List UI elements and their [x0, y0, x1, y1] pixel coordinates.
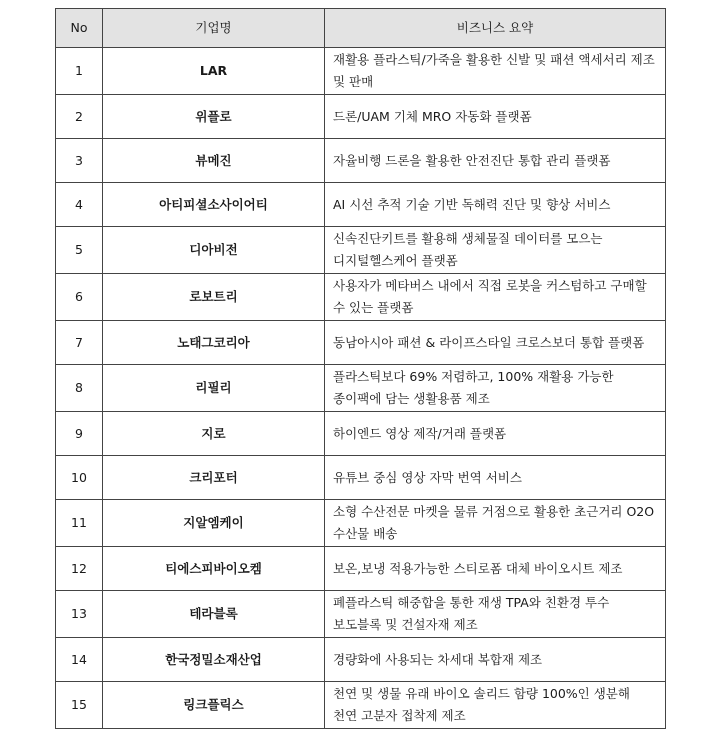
- row-summary: 경량화에 사용되는 차세대 복합재 제조: [325, 638, 666, 682]
- row-no: 3: [56, 139, 103, 183]
- table-row: [56, 321, 666, 365]
- row-company: 지알엠케이: [103, 500, 325, 547]
- table-row: [56, 456, 666, 500]
- table-row: [56, 638, 666, 682]
- company-table: [55, 8, 666, 729]
- row-company: 노태그코리아: [103, 321, 325, 365]
- row-company: 로보트리: [103, 274, 325, 321]
- row-no: 7: [56, 321, 103, 365]
- header-summary: 비즈니스 요약: [325, 9, 666, 48]
- row-no: 9: [56, 412, 103, 456]
- row-no: 15: [56, 682, 103, 729]
- row-no: 13: [56, 591, 103, 638]
- row-no: 4: [56, 183, 103, 227]
- table-row: [56, 139, 666, 183]
- row-company: 리필리: [103, 365, 325, 412]
- table-row: [56, 48, 666, 95]
- row-company: 아티피셜소사이어티: [103, 183, 325, 227]
- row-no: 14: [56, 638, 103, 682]
- table-row: [56, 591, 666, 638]
- row-summary: 자율비행 드론을 활용한 안전진단 통합 관리 플랫폼: [325, 139, 666, 183]
- row-no: 1: [56, 48, 103, 95]
- row-company: 티에스피바이오켐: [103, 547, 325, 591]
- row-summary: 플라스틱보다 69% 저렴하고, 100% 재활용 가능한 종이팩에 담는 생활용품 제조: [325, 365, 666, 412]
- table-row: [56, 183, 666, 227]
- row-summary: 폐플라스틱 해중합을 통한 재생 TPA와 친환경 투수 보도블록 및 건설자재 제조: [325, 591, 666, 638]
- row-company: 크리포터: [103, 456, 325, 500]
- row-company: 테라블록: [103, 591, 325, 638]
- row-company: 디아비전: [103, 227, 325, 274]
- table-row: [56, 365, 666, 412]
- row-summary: 소형 수산전문 마켓을 물류 거점으로 활용한 초근거리 O2O 수산물 배송: [325, 500, 666, 547]
- table-row: [56, 227, 666, 274]
- header-company: 기업명: [103, 9, 325, 48]
- row-no: 10: [56, 456, 103, 500]
- row-no: 6: [56, 274, 103, 321]
- row-no: 2: [56, 95, 103, 139]
- row-summary: 신속진단키트를 활용해 생체물질 데이터를 모으는 디지털헬스케어 플랫폼: [325, 227, 666, 274]
- row-summary: 보온,보냉 적용가능한 스티로폼 대체 바이오시트 제조: [325, 547, 666, 591]
- table-row: [56, 412, 666, 456]
- row-company: 링크플릭스: [103, 682, 325, 729]
- header-row: [56, 9, 666, 48]
- row-no: 5: [56, 227, 103, 274]
- row-summary: 유튜브 중심 영상 자막 번역 서비스: [325, 456, 666, 500]
- table-row: [56, 95, 666, 139]
- row-summary: AI 시선 추적 기술 기반 독해력 진단 및 향상 서비스: [325, 183, 666, 227]
- table-row: [56, 682, 666, 729]
- row-company: 한국정밀소재산업: [103, 638, 325, 682]
- row-no: 8: [56, 365, 103, 412]
- header-no: No: [56, 9, 103, 48]
- row-no: 11: [56, 500, 103, 547]
- table-row: [56, 547, 666, 591]
- table-row: [56, 274, 666, 321]
- row-summary: 재활용 플라스틱/가죽을 활용한 신발 및 패션 액세서리 제조 및 판매: [325, 48, 666, 95]
- row-no: 12: [56, 547, 103, 591]
- table-row: [56, 500, 666, 547]
- row-summary: 사용자가 메타버스 내에서 직접 로봇을 커스텀하고 구매할 수 있는 플랫폼: [325, 274, 666, 321]
- row-company: 뷰메진: [103, 139, 325, 183]
- row-summary: 동남아시아 패션 & 라이프스타일 크로스보더 통합 플랫폼: [325, 321, 666, 365]
- row-summary: 하이엔드 영상 제작/거래 플랫폼: [325, 412, 666, 456]
- row-company: 위플로: [103, 95, 325, 139]
- row-company: 지로: [103, 412, 325, 456]
- row-company: LAR: [103, 48, 325, 95]
- row-summary: 천연 및 생물 유래 바이오 솔리드 함량 100%인 생분해 천연 고분자 접착제 제조: [325, 682, 666, 729]
- row-summary: 드론/UAM 기체 MRO 자동화 플랫폼: [325, 95, 666, 139]
